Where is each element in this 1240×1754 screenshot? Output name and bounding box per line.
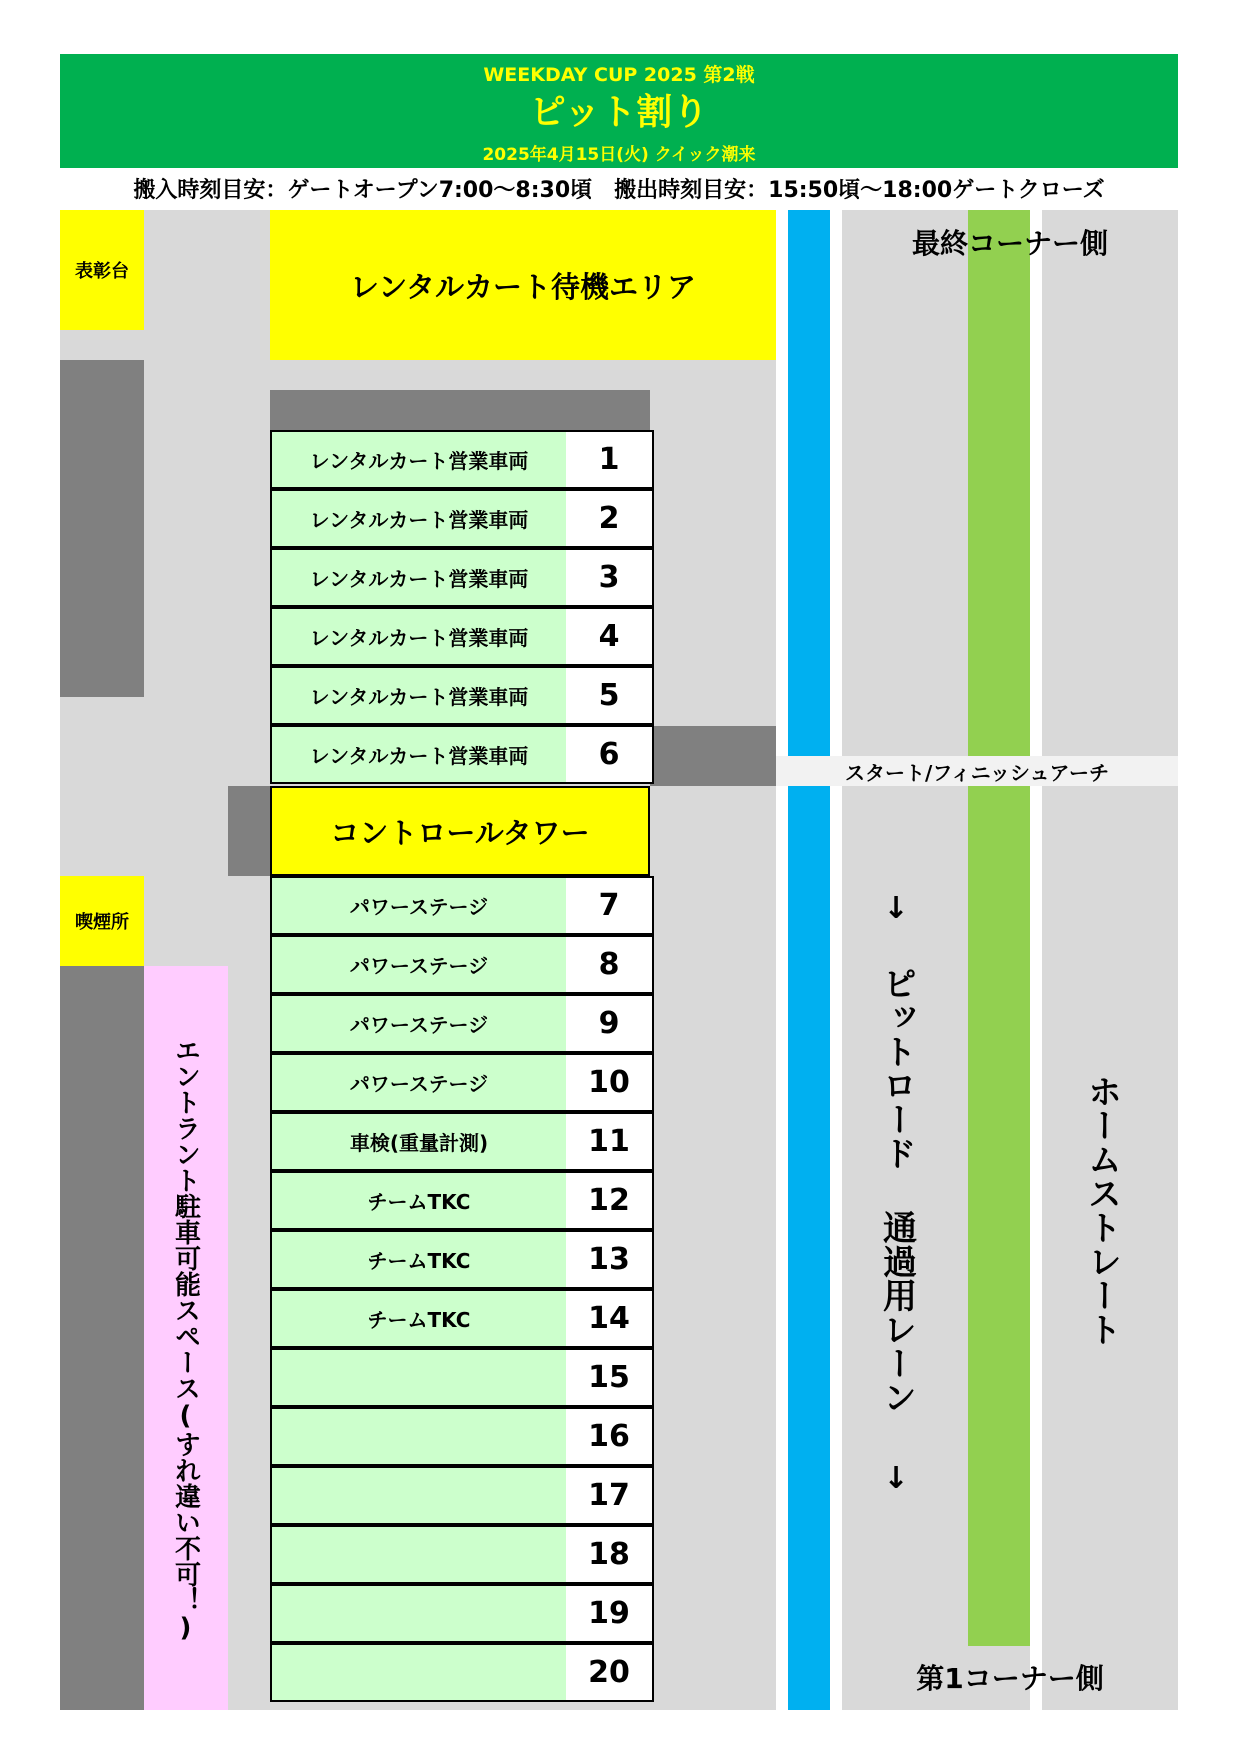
- pit-number: 10: [566, 1055, 652, 1110]
- podium-label: 表彰台: [75, 261, 129, 282]
- pit-row: [270, 1584, 654, 1643]
- white-line-upper: [1030, 210, 1042, 756]
- pit-number: 15: [566, 1350, 652, 1405]
- pit-number: 13: [566, 1232, 652, 1287]
- pit-number: 17: [566, 1468, 652, 1523]
- pit-row: [270, 1289, 654, 1348]
- event-date: 2025年4月15日(火) クイック潮来: [482, 145, 756, 165]
- home-straight-text-box: [1060, 1040, 1144, 1380]
- start-finish-arch: [776, 756, 1178, 786]
- pit-row: [270, 1230, 654, 1289]
- white-line-lower: [1030, 786, 1042, 1710]
- pit-team-name: [272, 1586, 566, 1641]
- pit-row: [270, 994, 654, 1053]
- pit-row: [270, 489, 654, 548]
- rental-wait-label: レンタルカート待機エリア: [349, 269, 697, 304]
- pit-row: [270, 876, 654, 935]
- pit-team-name: チームTKC: [272, 1173, 566, 1228]
- pit-row: [270, 607, 654, 666]
- last-corner-side-label: 最終コーナー側: [911, 227, 1108, 260]
- pit-team-name: [272, 1645, 566, 1700]
- pit-road-lane-lower: [788, 786, 830, 1710]
- header-banner: [60, 54, 1178, 168]
- pit-team-name: チームTKC: [272, 1291, 566, 1346]
- pit-number: 20: [566, 1645, 652, 1700]
- control-tower-label: コントロールタワー: [330, 815, 590, 850]
- pit-number: 7: [566, 878, 652, 933]
- pit-number: 2: [566, 491, 652, 546]
- entrant-parking-label: エントラント駐車可能スペース(すれ違い不可！): [170, 1037, 201, 1643]
- pit-road-text-box: [862, 950, 932, 1430]
- pit-row: [270, 430, 654, 489]
- pit-team-name: レンタルカート営業車両: [272, 668, 566, 723]
- rental-wait-area: [270, 210, 776, 360]
- pit-row: [270, 666, 654, 725]
- entrant-parking-text-box: [144, 990, 228, 1690]
- smoking-area: [60, 876, 144, 966]
- pit-row: [270, 1348, 654, 1407]
- pit-team-name: [272, 1468, 566, 1523]
- pit-number: 9: [566, 996, 652, 1051]
- schedule-times: 搬入時刻目安：ゲートオープン7:00～8:30頃 搬出時刻目安：15:50頃～18:00ゲートクローズ: [133, 177, 1105, 203]
- pit-row: [270, 1053, 654, 1112]
- pit-number: 3: [566, 550, 652, 605]
- pit-row: [270, 1171, 654, 1230]
- pit-number: 6: [566, 727, 652, 782]
- pit-road-label: ピットロード 通過用レーン: [876, 966, 917, 1414]
- pit-team-name: レンタルカート営業車両: [272, 609, 566, 664]
- dark-block-left-upper: [60, 360, 144, 697]
- pit-team-name: レンタルカート営業車両: [272, 432, 566, 487]
- event-name: WEEKDAY CUP 2025 第2戦: [483, 64, 755, 86]
- dark-block-left-lower: [60, 966, 144, 1710]
- grey-area-podium-bottom: [60, 330, 144, 360]
- dark-block-right: [650, 726, 776, 786]
- pit-number: 18: [566, 1527, 652, 1582]
- pit-team-name: レンタルカート営業車両: [272, 550, 566, 605]
- pit-number: 1: [566, 432, 652, 487]
- pit-team-name: パワーステージ: [272, 1055, 566, 1110]
- pit-number: 12: [566, 1173, 652, 1228]
- pit-team-name: パワーステージ: [272, 937, 566, 992]
- control-tower: [270, 786, 650, 876]
- pit-number: 14: [566, 1291, 652, 1346]
- pit-team-name: [272, 1527, 566, 1582]
- pit-team-name: [272, 1409, 566, 1464]
- first-corner-side-label: 第1コーナー側: [916, 1662, 1104, 1695]
- dark-block-pit-top: [270, 390, 650, 430]
- pit-road-lane-upper: [788, 210, 830, 756]
- start-finish-label: スタート/フィニッシュアーチ: [845, 760, 1109, 785]
- dark-block-tower-left: [228, 786, 270, 876]
- pit-row: [270, 1407, 654, 1466]
- podium-area: [60, 210, 144, 330]
- pit-row: [270, 935, 654, 994]
- arrow-down-icon: ↓: [883, 890, 909, 926]
- pit-row: [270, 1112, 654, 1171]
- pit-row: [270, 1643, 654, 1702]
- pit-number: 5: [566, 668, 652, 723]
- pit-number: 16: [566, 1409, 652, 1464]
- pit-team-name: レンタルカート営業車両: [272, 727, 566, 782]
- pit-team-name: パワーステージ: [272, 996, 566, 1051]
- pit-number: 8: [566, 937, 652, 992]
- pit-team-name: チームTKC: [272, 1232, 566, 1287]
- smoking-label: 喫煙所: [75, 912, 129, 933]
- pit-number: 4: [566, 609, 652, 664]
- arrow-down-icon: ↓: [883, 1460, 909, 1496]
- green-strip-upper: [968, 210, 1030, 756]
- pit-row: [270, 548, 654, 607]
- pit-team-name: 車検(重量計測): [272, 1114, 566, 1169]
- pit-number: 19: [566, 1586, 652, 1641]
- pit-team-name: パワーステージ: [272, 878, 566, 933]
- page-title: ピット割り: [529, 92, 709, 133]
- pit-number: 11: [566, 1114, 652, 1169]
- grey-area-top-left: [144, 210, 270, 360]
- pit-team-name: [272, 1350, 566, 1405]
- green-strip-lower: [968, 786, 1030, 1646]
- pit-row: [270, 1525, 654, 1584]
- home-straight-label: ホームストレート: [1081, 1074, 1122, 1346]
- pit-row: [270, 725, 654, 784]
- pit-team-name: レンタルカート営業車両: [272, 491, 566, 546]
- pit-row: [270, 1466, 654, 1525]
